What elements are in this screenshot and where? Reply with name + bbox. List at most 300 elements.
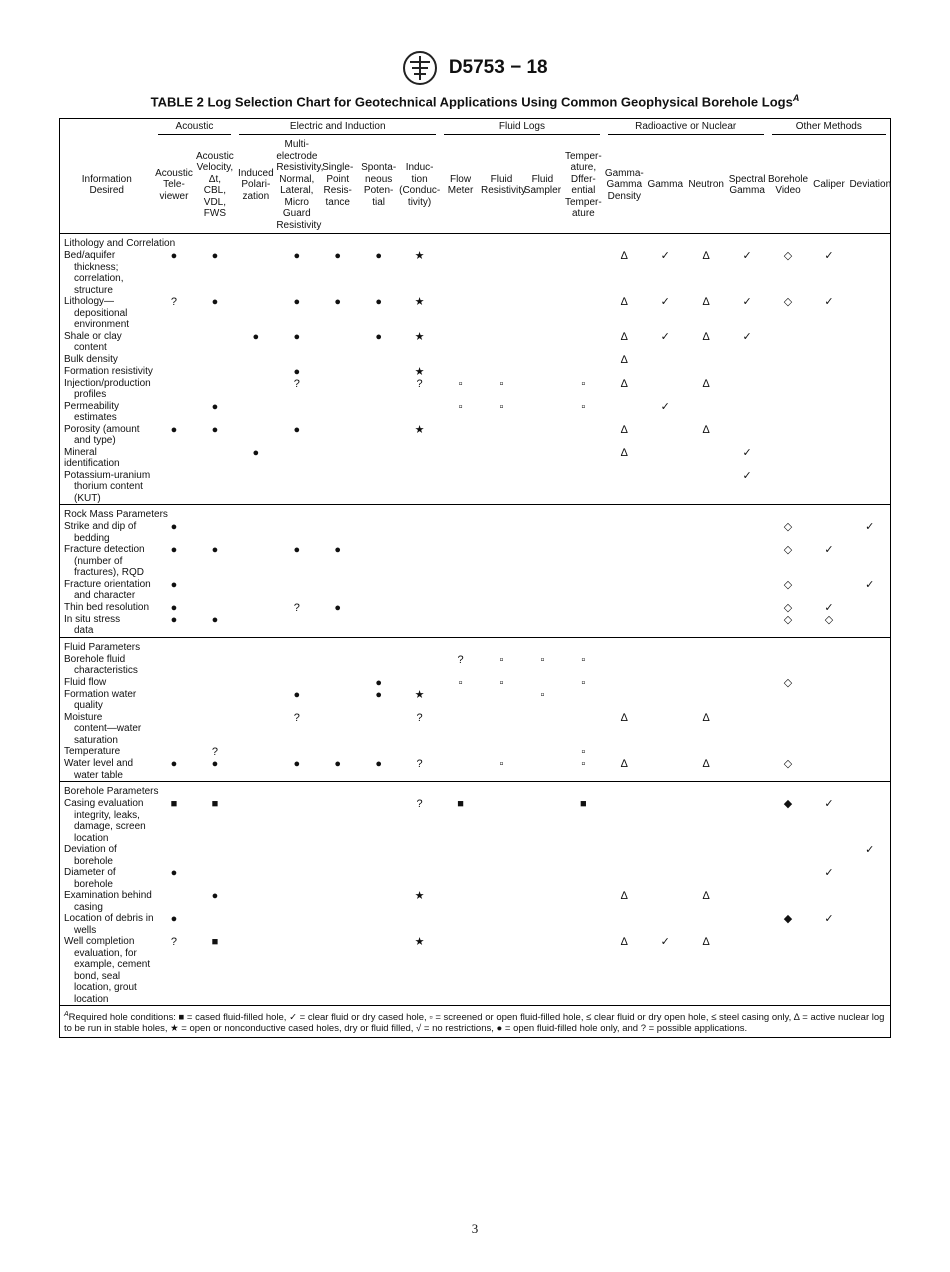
column-header-line: Acoustic: [155, 167, 193, 179]
table-cell: ●: [211, 250, 219, 262]
table-cell: ★: [414, 936, 425, 948]
page-number: 3: [471, 1221, 479, 1236]
table-cell: ●: [170, 423, 178, 436]
table-cell: ●: [293, 296, 301, 308]
column-header-line: VDL,: [203, 196, 227, 208]
table-cell: ?: [416, 711, 423, 724]
row-label: [60, 602, 154, 614]
table-row: [60, 712, 891, 747]
table-cell: [481, 844, 522, 867]
table-cell: [235, 712, 276, 747]
table-cell: [645, 798, 686, 844]
table-cell: [768, 378, 809, 401]
table-cell: ∆: [702, 250, 710, 262]
table-cell: [358, 654, 399, 677]
table-cell: [154, 378, 195, 401]
table-cell: [481, 798, 522, 844]
row-label-line: borehole: [74, 855, 113, 867]
table-cell: [440, 602, 481, 614]
table-cell: [194, 354, 235, 366]
table-cell: [768, 844, 809, 867]
table-cell: [440, 296, 481, 331]
row-label: [60, 758, 154, 782]
table-cell: ●: [170, 250, 178, 262]
table-cell: [235, 250, 276, 296]
table-cell: ●: [170, 601, 178, 614]
row-label-line: Well completion: [64, 936, 135, 947]
table-cell: [727, 689, 768, 712]
row-label-line: Thin bed resolution: [64, 601, 150, 613]
table-cell: ▫: [581, 746, 586, 758]
row-label: [60, 844, 154, 867]
table-cell: ?: [211, 746, 218, 758]
table-row: [60, 602, 891, 614]
table-cell: [849, 354, 890, 366]
table-cell: [276, 654, 317, 677]
section-0: [60, 234, 891, 505]
table-cell: [358, 936, 399, 1006]
table-cell: [686, 913, 727, 936]
row-label: [60, 544, 154, 579]
table-cell: [276, 913, 317, 936]
table-cell: [849, 798, 890, 844]
column-header-line: Sponta-: [361, 162, 397, 173]
table-cell: [194, 579, 235, 602]
row-label-line: thickness;: [74, 261, 119, 273]
column-header-c8: [440, 137, 481, 234]
column-header-line: Deviation: [849, 179, 892, 191]
table-cell: [522, 331, 563, 354]
column-header-line: Gamma: [647, 179, 683, 191]
table-cell: ∆: [620, 423, 628, 436]
table-row: [60, 654, 891, 677]
column-header-line: Polari-: [241, 179, 271, 191]
table-cell: ●: [211, 296, 219, 308]
section-1: [60, 505, 891, 638]
table-cell: [727, 401, 768, 424]
table-cell: ✓: [865, 521, 875, 533]
table-cell: [809, 654, 850, 677]
table-cell: [686, 447, 727, 470]
column-header-line: Tele-: [163, 179, 185, 191]
row-label: [60, 913, 154, 936]
group-fluid: Fluid Logs: [440, 119, 604, 138]
table-cell: [481, 936, 522, 1006]
table-cell: [358, 712, 399, 747]
row-label-line: bedding: [74, 532, 110, 544]
table-cell: [440, 913, 481, 936]
table-cell: ●: [211, 400, 219, 413]
table-cell: [317, 614, 358, 638]
column-header-line: electrode: [276, 150, 318, 162]
table-cell: [154, 689, 195, 712]
table-row: [60, 250, 891, 296]
column-header-line: Borehole: [768, 173, 809, 185]
table-cell: [645, 654, 686, 677]
section-2: [60, 637, 891, 782]
table-cell: [235, 677, 276, 689]
table-cell: [563, 936, 604, 1006]
column-header-line: Spectral: [728, 173, 766, 185]
row-label-line: content—water: [74, 723, 142, 734]
table-cell: [481, 913, 522, 936]
column-header-line: Micro: [284, 196, 309, 208]
row-label: [60, 867, 154, 890]
table-cell: [440, 890, 481, 913]
table-cell: [563, 354, 604, 366]
table-cell: ▫: [458, 676, 463, 689]
row-label-line: location: [74, 993, 109, 1005]
table-row: [60, 677, 891, 689]
table-cell: [317, 867, 358, 890]
row-label-line: Examination behind: [64, 890, 152, 901]
table-cell: [849, 890, 890, 913]
row-label-line: Fracture orientation: [64, 578, 151, 590]
table-cell: [317, 654, 358, 677]
table-cell: [235, 602, 276, 614]
table-cell: [727, 890, 768, 913]
row-label: [60, 521, 154, 544]
table-cell: [809, 677, 850, 689]
table-cell: ●: [170, 758, 178, 770]
table-cell: [849, 424, 890, 447]
table-cell: [440, 712, 481, 747]
table-cell: [849, 936, 890, 1006]
table-cell: ◇: [783, 544, 793, 556]
table-cell: [686, 354, 727, 366]
table-cell: [522, 758, 563, 782]
table-cell: [563, 447, 604, 470]
row-label-line: Strike and dip of: [64, 521, 137, 532]
section-title: Lithology and Correlation: [64, 238, 176, 249]
column-header-c7: [399, 137, 440, 234]
table-cell: [440, 354, 481, 366]
table-cell: [276, 470, 317, 505]
table-cell: ✓: [824, 601, 834, 614]
table-cell: [440, 366, 481, 378]
table-cell: [194, 470, 235, 505]
column-header-c4: [276, 137, 324, 234]
table-cell: [481, 746, 522, 758]
table-cell: [317, 521, 358, 544]
table-cell: [358, 890, 399, 913]
row-label-line: (KUT): [74, 492, 101, 504]
table-cell: [645, 614, 686, 638]
table-cell: [604, 689, 645, 712]
table-cell: ●: [293, 250, 301, 262]
table-cell: [276, 677, 317, 689]
table-cell: ●: [293, 758, 301, 770]
table-cell: ▫: [499, 676, 504, 689]
section-title: Borehole Parameters: [64, 786, 159, 797]
row-label-line: structure: [74, 284, 113, 296]
table-cell: ∆: [702, 758, 710, 770]
table-cell: [317, 746, 358, 758]
column-header-line: Single-: [322, 162, 354, 173]
table-cell: [358, 366, 399, 378]
column-header-line: neous: [365, 173, 393, 185]
table-cell: [727, 712, 768, 747]
table-cell: [809, 470, 850, 505]
column-header-line: Acoustic: [196, 150, 234, 162]
table-cell: [686, 602, 727, 614]
row-label-line: location, grout: [74, 982, 137, 993]
table-cell: [522, 579, 563, 602]
table-cell: ●: [293, 688, 301, 701]
table-cell: [481, 867, 522, 890]
table-cell: [809, 936, 850, 1006]
table-cell: ●: [334, 544, 342, 556]
table-cell: [849, 677, 890, 689]
row-label-line: data: [74, 625, 94, 636]
row-label-line: estimates: [74, 412, 117, 423]
table-cell: [849, 746, 890, 758]
table-cell: [358, 913, 399, 936]
table-cell: [154, 890, 195, 913]
table-cell: ●: [334, 601, 342, 614]
table-cell: [154, 712, 195, 747]
table-cell: [194, 447, 235, 470]
table-row: [60, 331, 891, 354]
row-label: [60, 354, 154, 366]
table-cell: [727, 654, 768, 677]
table-cell: [604, 654, 645, 677]
table-cell: ●: [211, 613, 219, 626]
row-label-line: In situ stress: [64, 613, 121, 625]
table-cell: [317, 401, 358, 424]
table-cell: [563, 544, 604, 579]
table-cell: ∆: [620, 377, 628, 390]
table-cell: ✓: [742, 330, 752, 343]
table-cell: [317, 366, 358, 378]
table-cell: [440, 470, 481, 505]
table-cell: [727, 936, 768, 1006]
table-cell: [604, 602, 645, 614]
column-header-line: Video: [775, 185, 801, 196]
table-cell: [727, 521, 768, 544]
table-cell: [358, 746, 399, 758]
row-label-line: Water level and: [64, 758, 134, 769]
column-header-c18: [849, 137, 890, 234]
table-cell: ✓: [824, 250, 834, 262]
table-cell: ∆: [620, 936, 628, 948]
column-header-c6: [358, 137, 399, 234]
table-cell: [194, 602, 235, 614]
table-row: [60, 424, 891, 447]
table-cell: [522, 614, 563, 638]
table-cell: ●: [170, 578, 178, 591]
table-cell: ▫: [458, 377, 463, 390]
table-cell: [563, 614, 604, 638]
table-cell: [563, 331, 604, 354]
column-header-line: FWS: [203, 208, 227, 219]
table-cell: ▫: [581, 653, 586, 666]
table-cell: [481, 602, 522, 614]
table-cell: ?: [170, 296, 178, 308]
table-cell: [522, 296, 563, 331]
table-cell: [194, 677, 235, 689]
table-cell: [768, 867, 809, 890]
table-cell: [235, 758, 276, 782]
table-cell: [276, 890, 317, 913]
table-cell: ●: [293, 365, 301, 378]
table-cell: [194, 366, 235, 378]
table-cell: ✓: [824, 296, 834, 308]
table-cell: ★: [414, 423, 425, 436]
table-cell: ●: [375, 330, 382, 343]
table-cell: [686, 798, 727, 844]
table-cell: [481, 366, 522, 378]
table-cell: [481, 712, 522, 747]
table-cell: [809, 689, 850, 712]
table-cell: [686, 401, 727, 424]
table-cell: [440, 614, 481, 638]
table-cell: [645, 689, 686, 712]
column-header-line: Δt,: [208, 173, 222, 185]
table-cell: ∆: [702, 377, 710, 390]
column-header-line: Desired: [89, 185, 124, 196]
table-cell: [440, 331, 481, 354]
column-header-line: Caliper: [813, 179, 845, 191]
column-header-line: Gamma: [729, 185, 765, 196]
table-cell: [399, 614, 440, 638]
table-cell: [317, 579, 358, 602]
table-cell: [154, 354, 195, 366]
document-header: [0, 50, 950, 86]
table-cell: [358, 470, 399, 505]
table-cell: [154, 844, 195, 867]
table-cell: [849, 447, 890, 470]
table-cell: [727, 677, 768, 689]
row-label-line: characteristics: [74, 665, 138, 676]
table-cell: [604, 614, 645, 638]
table-cell: [358, 798, 399, 844]
column-header-c3: [235, 137, 276, 234]
column-header-line: Density: [607, 190, 641, 202]
table-cell: [358, 424, 399, 447]
row-label-line: bond, seal: [74, 970, 121, 982]
table-cell: [563, 296, 604, 331]
table-cell: [235, 579, 276, 602]
table-cell: ?: [416, 798, 423, 810]
table-cell: [645, 758, 686, 782]
table-cell: [604, 867, 645, 890]
table-cell: [481, 521, 522, 544]
table-cell: [154, 677, 195, 689]
table-cell: ∆: [702, 423, 710, 436]
table-cell: ?: [416, 377, 423, 390]
column-header-line: Normal,: [279, 173, 315, 185]
table-cell: [645, 890, 686, 913]
table-cell: [154, 746, 195, 758]
table-cell: [276, 844, 317, 867]
row-label-line: location: [74, 832, 109, 844]
table-cell: [686, 614, 727, 638]
table-cell: [645, 447, 686, 470]
table-cell: [235, 521, 276, 544]
table-cell: [358, 579, 399, 602]
table-cell: [399, 354, 440, 366]
table-cell: [358, 614, 399, 638]
table-cell: ◇: [783, 521, 793, 533]
table-cell: [194, 913, 235, 936]
section-title: Rock Mass Parameters: [64, 509, 168, 520]
table-cell: ●: [293, 423, 301, 436]
row-label: [60, 712, 154, 747]
column-header-line: tance: [325, 196, 350, 208]
table-cell: [809, 844, 850, 867]
table-cell: [727, 758, 768, 782]
table-cell: ◇: [783, 578, 793, 591]
table-cell: [727, 798, 768, 844]
table-cell: [809, 579, 850, 602]
table-cell: [849, 712, 890, 747]
table-cell: [563, 424, 604, 447]
table-cell: [440, 521, 481, 544]
table-cell: [440, 447, 481, 470]
table-cell: [849, 913, 890, 936]
row-label: [60, 331, 154, 354]
table-cell: [849, 331, 890, 354]
table-row: [60, 758, 891, 782]
table-cell: [522, 844, 563, 867]
table-cell: [317, 689, 358, 712]
table-cell: [317, 712, 358, 747]
table-row: [60, 614, 891, 638]
log-selection-table: [59, 118, 891, 1038]
table-cell: [399, 544, 440, 579]
table-cell: [440, 689, 481, 712]
table-cell: [604, 470, 645, 505]
table-cell: ●: [252, 446, 260, 459]
row-label-line: casing: [74, 901, 103, 913]
table-cell: ∆: [620, 250, 628, 262]
row-label-line: fractures), RQD: [74, 567, 145, 578]
table-cell: ●: [170, 867, 178, 879]
row-label-line: quality: [74, 700, 103, 711]
table-cell: ∆: [702, 711, 710, 724]
table-row: [60, 354, 891, 366]
row-label-line: water table: [74, 769, 123, 781]
table-cell: [686, 844, 727, 867]
table-cell: ∆: [620, 711, 628, 724]
row-label: [60, 936, 154, 1006]
table-cell: [481, 614, 522, 638]
table-title: TABLE 2 Log Selection Chart for Geotechnical Applications Using Common Geophysical Borehole Logs$^A$: [150, 93, 800, 110]
table-cell: [522, 250, 563, 296]
table-cell: ★: [414, 296, 425, 308]
table-cell: [686, 521, 727, 544]
table-cell: [645, 470, 686, 505]
row-label-line: Shale or clay: [64, 330, 122, 342]
table-cell: [194, 689, 235, 712]
table-cell: [522, 890, 563, 913]
table-cell: [849, 366, 890, 378]
table-cell: [686, 689, 727, 712]
table-row: [60, 579, 891, 602]
table-row: [60, 746, 891, 758]
table-cell: ★: [414, 250, 425, 262]
row-label-line: and type): [74, 435, 116, 446]
table-cell: ◆: [783, 913, 793, 925]
table-cell: ✓: [742, 469, 752, 482]
table-cell: [645, 867, 686, 890]
table-cell: [235, 913, 276, 936]
table-row: [60, 521, 891, 544]
table-cell: [194, 378, 235, 401]
row-label-line: evaluation, for: [74, 947, 137, 959]
table-cell: ◇: [783, 676, 793, 689]
